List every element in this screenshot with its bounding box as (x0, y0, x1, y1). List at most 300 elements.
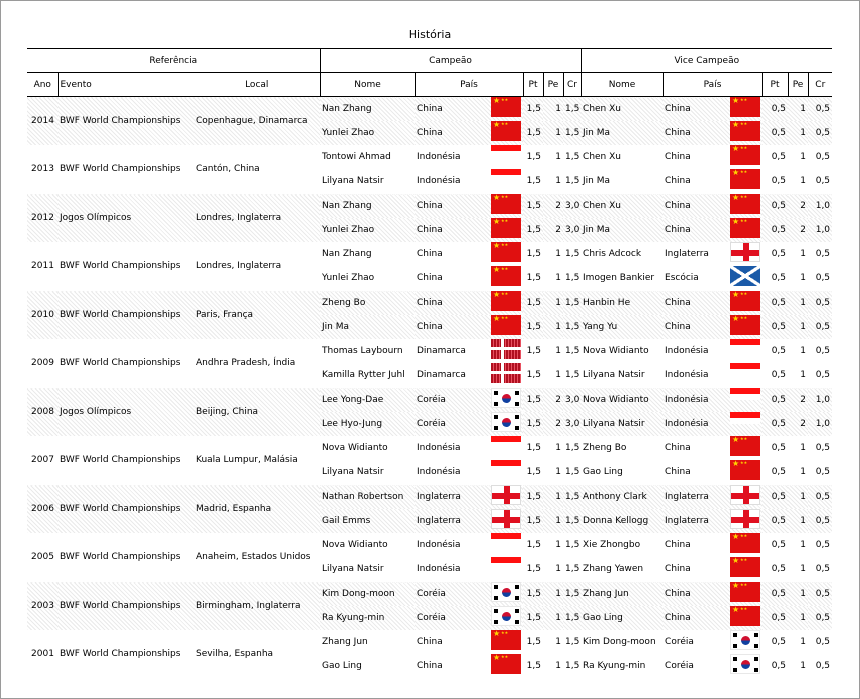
vice-cr: 0,5 (815, 564, 831, 574)
vice-cr: 0,5 (808, 121, 832, 145)
vice-country (663, 291, 762, 316)
champion-name: Ra Kyung-min (320, 606, 415, 630)
champion-country (415, 436, 523, 460)
flag-icon (491, 97, 521, 117)
vice-pe: 1 (800, 443, 807, 453)
vice-name: Imogen Bankier (583, 273, 655, 283)
country-name: China (665, 104, 691, 114)
vice-cr: 0,5 (815, 443, 831, 453)
champion-name: Nova Widianto (322, 443, 388, 453)
champion-country (415, 97, 523, 122)
table-row (27, 194, 832, 219)
country-name: Dinamarca (417, 370, 466, 380)
champion-name: Kamilla Rytter Juhl (322, 370, 405, 380)
vice-pe: 1 (788, 121, 808, 145)
vice-pe: 1 (788, 315, 808, 339)
champion-cr: 1,5 (565, 467, 580, 477)
vice-cr: 1,0 (808, 218, 832, 242)
vice-pt: 0,5 (762, 509, 788, 533)
champion-country (415, 412, 523, 436)
flag-icon (730, 582, 760, 602)
vice-pt: 0,5 (771, 637, 787, 647)
vice-name: Nova Widianto (583, 346, 649, 356)
champion-pt: 1,5 (526, 467, 541, 477)
country-name: Indonésia (665, 419, 709, 429)
champion-name: Tontowi Ahmad (322, 152, 391, 162)
header-nome: Nome (320, 73, 415, 97)
vice-country (663, 533, 762, 557)
vice-cr: 0,5 (808, 582, 832, 607)
year-cell: 2013 (31, 164, 54, 174)
year-group (27, 582, 832, 631)
vice-pe: 1 (788, 97, 808, 122)
vice-pt: 0,5 (771, 176, 787, 186)
champion-pe: 1 (555, 467, 561, 477)
vice-pt: 0,5 (771, 273, 787, 283)
flag-icon (491, 242, 521, 262)
champion-pe: 1 (543, 509, 563, 533)
year-cell: 2012 (27, 194, 58, 243)
vice-cr: 0,5 (808, 606, 832, 630)
flag-icon (491, 485, 521, 505)
champion-pe: 1 (543, 582, 563, 607)
country-name: China (665, 564, 691, 574)
page-title: História (408, 28, 452, 41)
champion-pe: 1 (555, 564, 561, 574)
header-vice-pt: Pt (762, 73, 788, 97)
vice-country (663, 485, 762, 510)
champion-name: Jin Ma (320, 315, 415, 339)
flag-icon (730, 388, 760, 400)
flag-icon (491, 460, 521, 472)
vice-pt: 0,5 (762, 194, 788, 219)
champion-country (415, 388, 523, 413)
flag-icon (730, 169, 760, 189)
table-row (27, 145, 832, 169)
vice-name: Chen Xu (581, 194, 663, 219)
header-vice-pais: País (663, 73, 762, 97)
vice-pe: 1 (800, 564, 807, 574)
champion-pt: 1,5 (526, 564, 541, 574)
vice-country (663, 509, 762, 533)
vice-pt: 0,5 (771, 249, 787, 259)
flag-icon (491, 582, 521, 602)
year-group (27, 630, 832, 678)
country-name: China (665, 322, 691, 332)
country-name: Indonésia (665, 395, 709, 405)
vice-pe: 1 (788, 606, 808, 630)
champion-pt: 1,5 (523, 388, 543, 413)
champion-cr: 1,5 (565, 661, 580, 671)
champion-pt: 1,5 (523, 97, 543, 122)
flag-icon (730, 315, 760, 335)
country-name: Inglaterra (665, 492, 709, 502)
champion-pe: 1 (543, 606, 563, 630)
champion-country (415, 242, 523, 266)
champion-country (415, 291, 523, 316)
event-cell: BWF World Championships (60, 455, 181, 465)
event-cell: BWF World Championships (58, 582, 194, 631)
country-name: China (665, 176, 691, 186)
vice-country (663, 436, 762, 460)
country-name: China (417, 273, 443, 283)
vice-cr: 1,0 (808, 412, 832, 436)
flag-icon (730, 291, 760, 311)
champion-pe: 2 (543, 412, 563, 436)
year-cell: 2009 (31, 358, 54, 368)
flag-icon (730, 121, 760, 141)
country-name: China (665, 152, 691, 162)
champion-pt: 1,5 (526, 370, 541, 380)
champion-cr: 1,5 (563, 291, 581, 316)
vice-cr: 0,5 (808, 509, 832, 533)
champion-pe: 1 (555, 273, 561, 283)
champion-country (415, 145, 523, 169)
champion-cr: 1,5 (565, 273, 580, 283)
vice-pt: 0,5 (771, 443, 787, 453)
champion-cr: 1,5 (565, 249, 580, 259)
flag-icon (491, 630, 521, 650)
champion-cr: 3,0 (563, 412, 581, 436)
vice-name: Hanbin He (581, 291, 663, 316)
year-group (27, 533, 832, 582)
country-name: China (417, 637, 443, 647)
vice-cr: 0,5 (815, 152, 831, 162)
flag-icon (730, 630, 760, 650)
vice-country (663, 654, 762, 678)
flag-icon (730, 654, 760, 674)
event-cell: BWF World Championships (60, 552, 181, 562)
vice-name: Gao Ling (581, 606, 663, 630)
table-row (27, 533, 832, 557)
vice-country (663, 363, 762, 388)
champion-pe: 1 (555, 176, 561, 186)
vice-pt: 0,5 (762, 606, 788, 630)
champion-name: Kim Dong-moon (320, 582, 415, 607)
champion-pt: 1,5 (526, 661, 541, 671)
header-vice-cr: Cr (808, 73, 832, 97)
flag-icon (491, 412, 521, 432)
champion-country (415, 509, 523, 533)
country-name: China (665, 225, 691, 235)
champion-pe: 2 (543, 388, 563, 413)
country-name: Coréia (417, 613, 446, 623)
country-name: China (417, 128, 443, 138)
flag-icon (491, 121, 521, 141)
champion-country (415, 557, 523, 582)
champion-pt: 1,5 (526, 540, 541, 550)
flag-icon (491, 169, 521, 181)
vice-country (663, 218, 762, 242)
vice-country (663, 582, 762, 607)
vice-pt: 0,5 (762, 121, 788, 145)
country-name: Inglaterra (665, 249, 709, 259)
country-name: Indonésia (665, 346, 709, 356)
header-pe: Pe (543, 73, 563, 97)
country-name: China (665, 613, 691, 623)
history-table (27, 48, 832, 678)
champion-pe: 1 (555, 637, 561, 647)
vice-pt: 0,5 (762, 485, 788, 510)
year-group (27, 97, 832, 146)
country-name: Indonésia (417, 152, 461, 162)
champion-pe: 1 (555, 540, 561, 550)
champion-name: Thomas Laybourn (322, 346, 403, 356)
champion-country (415, 363, 523, 388)
vice-name: Chris Adcock (583, 249, 642, 259)
champion-name: Nan Zhang (322, 249, 372, 259)
country-name: China (665, 201, 691, 211)
year-group (27, 194, 832, 243)
event-cell: BWF World Championships (58, 291, 194, 340)
vice-pe: 1 (800, 637, 807, 647)
vice-pe: 1 (800, 661, 807, 671)
vice-name: Donna Kellogg (581, 509, 663, 533)
vice-cr: 0,5 (815, 346, 831, 356)
event-cell: BWF World Championships (60, 649, 181, 659)
flag-icon (491, 266, 521, 286)
champion-country (415, 485, 523, 510)
table-row (27, 630, 832, 654)
champion-cr: 3,0 (563, 218, 581, 242)
vice-pe: 1 (800, 540, 807, 550)
country-name: China (417, 298, 443, 308)
header-vice-nome: Nome (581, 73, 663, 97)
champion-country (415, 654, 523, 678)
flag-icon (730, 460, 760, 480)
champion-pe: 2 (543, 218, 563, 242)
champion-cr: 1,5 (563, 485, 581, 510)
vice-country (663, 242, 762, 266)
event-cell: BWF World Championships (60, 358, 181, 368)
champion-cr: 1,5 (565, 176, 580, 186)
vice-country (663, 169, 762, 194)
vice-name: Lilyana Natsir (581, 412, 663, 436)
vice-name: Lilyana Natsir (583, 370, 645, 380)
flag-icon (730, 485, 760, 505)
champion-cr: 1,5 (563, 582, 581, 607)
year-group (27, 145, 832, 194)
vice-country (663, 97, 762, 122)
event-cell: BWF World Championships (58, 97, 194, 146)
flag-icon (730, 242, 760, 262)
country-name: China (417, 322, 443, 332)
vice-pt: 0,5 (762, 315, 788, 339)
vice-name: Yang Yu (581, 315, 663, 339)
country-name: China (417, 225, 443, 235)
vice-country (663, 121, 762, 145)
country-name: Indonésia (417, 176, 461, 186)
vice-pe: 1 (800, 273, 807, 283)
vice-pt: 0,5 (771, 346, 787, 356)
champion-name: Nova Widianto (322, 540, 388, 550)
vice-pt: 0,5 (771, 370, 787, 380)
flag-icon (491, 315, 521, 335)
vice-pe: 2 (788, 218, 808, 242)
vice-pt: 0,5 (771, 661, 787, 671)
flag-icon (730, 606, 760, 626)
year-cell: 2008 (27, 388, 58, 437)
champion-pe: 1 (555, 370, 561, 380)
header-vice-pe: Pe (788, 73, 808, 97)
champion-name: Lee Hyo-Jung (320, 412, 415, 436)
location-cell: Birmingham, Inglaterra (194, 582, 320, 631)
champion-name: Yunlei Zhao (320, 121, 415, 145)
year-cell: 2001 (31, 649, 54, 659)
champion-name: Nathan Robertson (320, 485, 415, 510)
champion-pe: 1 (555, 346, 561, 356)
country-name: Inglaterra (665, 516, 709, 526)
champion-country (415, 533, 523, 557)
champion-name: Gao Ling (322, 661, 362, 671)
country-name: Indonésia (665, 370, 709, 380)
vice-pt: 0,5 (762, 412, 788, 436)
location-cell: Paris, França (194, 291, 320, 340)
champion-name: Lilyana Natsir (322, 176, 384, 186)
champion-pe: 1 (555, 443, 561, 453)
vice-name: Gao Ling (583, 467, 623, 477)
champion-country (415, 630, 523, 654)
champion-pe: 1 (543, 121, 563, 145)
country-name: China (665, 298, 691, 308)
year-cell: 2010 (27, 291, 58, 340)
champion-pt: 1,5 (523, 291, 543, 316)
vice-pt: 0,5 (762, 97, 788, 122)
vice-pe: 1 (788, 291, 808, 316)
vice-pe: 2 (788, 194, 808, 219)
country-name: Coréia (665, 661, 694, 671)
vice-name: Zheng Bo (583, 443, 627, 453)
vice-cr: 0,5 (808, 485, 832, 510)
champion-pe: 2 (543, 194, 563, 219)
country-name: Indonésia (417, 443, 461, 453)
champion-name: Nan Zhang (320, 194, 415, 219)
vice-cr: 1,0 (808, 388, 832, 413)
country-name: China (665, 467, 691, 477)
country-name: Dinamarca (417, 346, 466, 356)
vice-country (663, 460, 762, 485)
vice-name: Jin Ma (581, 218, 663, 242)
champion-cr: 1,5 (565, 443, 580, 453)
champion-name: Lilyana Natsir (322, 467, 384, 477)
champion-pt: 1,5 (523, 606, 543, 630)
location-cell: Cantón, China (196, 164, 260, 174)
table-row (27, 436, 832, 460)
year-group (27, 436, 832, 485)
table-row (27, 97, 832, 122)
champion-country (415, 266, 523, 291)
vice-pt: 0,5 (771, 152, 787, 162)
group-vice: Vice Campeão (581, 49, 832, 73)
champion-pt: 1,5 (526, 176, 541, 186)
champion-name: Zhang Jun (322, 637, 368, 647)
header-pt: Pt (523, 73, 543, 97)
event-cell: BWF World Championships (60, 164, 181, 174)
flag-icon (730, 194, 760, 214)
country-name: China (417, 104, 443, 114)
flag-icon (730, 436, 760, 456)
vice-cr: 0,5 (815, 273, 831, 283)
champion-pe: 1 (543, 315, 563, 339)
champion-pe: 1 (555, 661, 561, 671)
location-cell: Copenhague, Dinamarca (194, 97, 320, 146)
champion-name: Lee Yong-Dae (320, 388, 415, 413)
country-name: Coréia (665, 637, 694, 647)
flag-icon (730, 218, 760, 238)
champion-name: Lilyana Natsir (322, 564, 384, 574)
champion-name: Gail Emms (320, 509, 415, 533)
vice-name: Zhang Yawen (583, 564, 644, 574)
vice-cr: 0,5 (815, 176, 831, 186)
flag-icon (491, 654, 521, 674)
vice-pe: 1 (800, 370, 807, 380)
country-name: Inglaterra (417, 516, 461, 526)
country-name: Coréia (417, 419, 446, 429)
country-name: China (417, 249, 443, 259)
vice-name: Ra Kyung-min (583, 661, 646, 671)
flag-icon (491, 194, 521, 214)
champion-country (415, 315, 523, 339)
vice-pt: 0,5 (762, 291, 788, 316)
vice-pt: 0,5 (762, 388, 788, 413)
header-pais: País (415, 73, 523, 97)
vice-country (663, 266, 762, 291)
champion-pe: 1 (555, 152, 561, 162)
champion-pt: 1,5 (526, 249, 541, 259)
year-group (27, 339, 832, 388)
vice-cr: 1,0 (808, 194, 832, 219)
champion-cr: 1,5 (565, 564, 580, 574)
year-group (27, 291, 832, 340)
flag-icon (730, 266, 760, 286)
champion-pt: 1,5 (526, 152, 541, 162)
group-referencia: Referência (27, 49, 320, 73)
year-cell: 2003 (27, 582, 58, 631)
champion-cr: 1,5 (565, 346, 580, 356)
champion-cr: 1,5 (563, 509, 581, 533)
vice-pt: 0,5 (771, 540, 787, 550)
vice-cr: 0,5 (815, 467, 831, 477)
location-cell: Beijing, China (194, 388, 320, 437)
location-cell: Madrid, Espanha (194, 485, 320, 534)
champion-cr: 1,5 (565, 540, 580, 550)
vice-pe: 1 (800, 346, 807, 356)
vice-cr: 0,5 (815, 540, 831, 550)
champion-country (415, 460, 523, 485)
flag-icon (730, 533, 760, 553)
year-cell: 2006 (27, 485, 58, 534)
vice-country (663, 145, 762, 169)
country-name: Inglaterra (417, 492, 461, 502)
location-cell: Londres, Inglaterra (194, 194, 320, 243)
vice-pe: 1 (800, 152, 807, 162)
vice-cr: 0,5 (815, 661, 831, 671)
champion-country (415, 121, 523, 145)
champion-cr: 1,5 (563, 97, 581, 122)
group-campeao: Campeão (320, 49, 581, 73)
champion-cr: 1,5 (565, 637, 580, 647)
champion-country (415, 169, 523, 194)
champion-name: Yunlei Zhao (322, 273, 375, 283)
table-row (27, 291, 832, 316)
flag-icon (491, 291, 521, 311)
champion-pt: 1,5 (523, 412, 543, 436)
champion-pt: 1,5 (523, 509, 543, 533)
flag-icon (730, 509, 760, 529)
flag-icon (491, 363, 521, 383)
flag-icon (491, 145, 521, 157)
year-group (27, 388, 832, 437)
